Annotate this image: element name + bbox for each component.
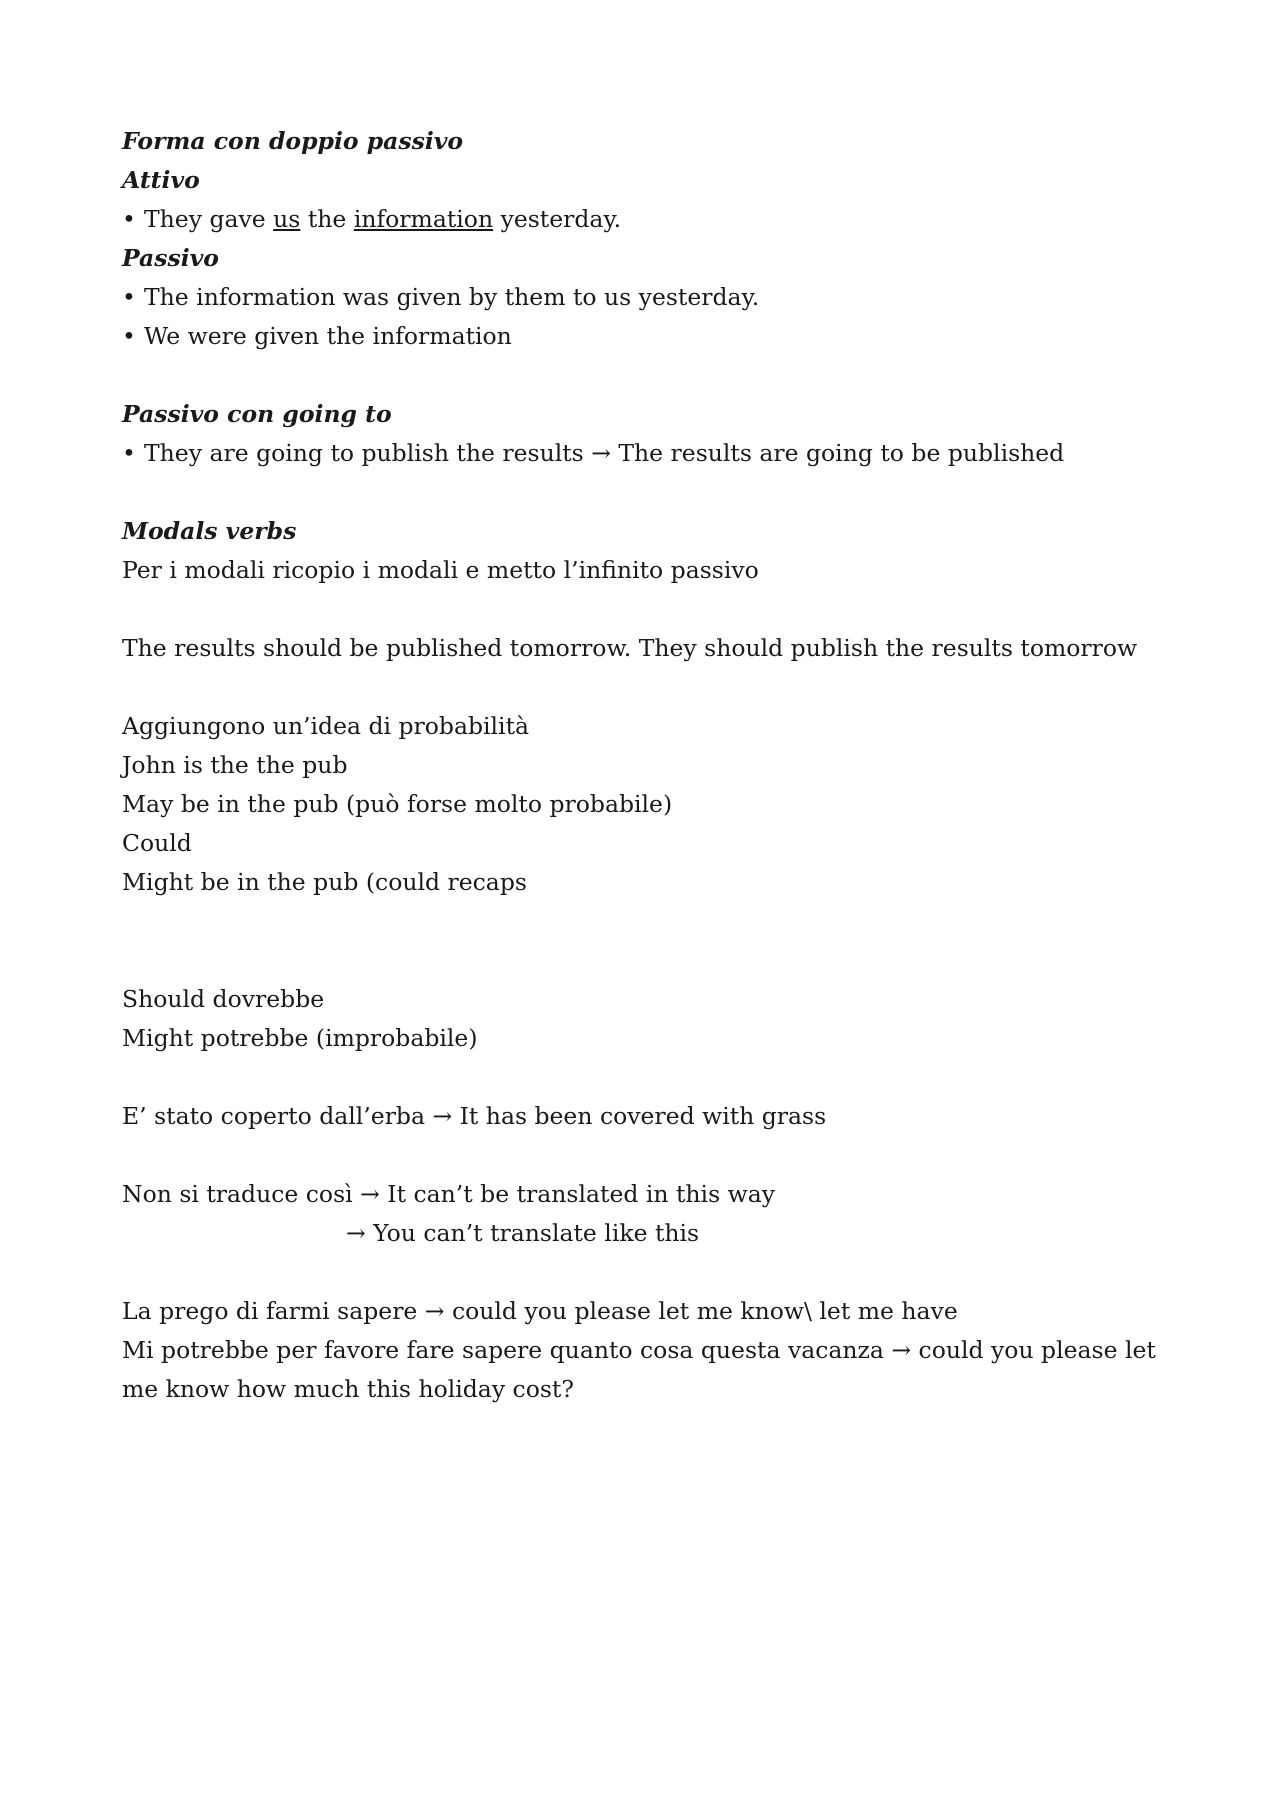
bullet: • <box>122 205 136 233</box>
should-line: Should dovrebbe <box>122 985 325 1013</box>
spacer <box>122 590 1172 629</box>
might-2-line: Might potrebbe (improbabile) <box>122 1024 478 1052</box>
passive-text-2: We were given the information <box>144 322 512 350</box>
spacer <box>122 1136 1172 1175</box>
non-si-traduce-alt-line: → You can’t translate like this <box>346 1219 700 1247</box>
underlined-information: information <box>353 205 494 233</box>
non-si-traduce-line: Non si traduce così → It can’t be translated in this way <box>122 1180 776 1208</box>
active-text-middle: the <box>300 205 354 233</box>
heading-double-passive: Forma con doppio passivo <box>122 127 464 155</box>
heading-modals: Modals verbs <box>122 517 297 545</box>
grass-translation: E’ stato coperto dall’erba → It has been covered with grass <box>122 1102 827 1130</box>
heading-passive: Passivo <box>122 244 219 272</box>
underlined-us: us <box>273 205 301 233</box>
bullet: • <box>122 322 136 350</box>
active-example <box>122 200 1172 239</box>
could-line: Could <box>122 829 192 857</box>
heading-active: Attivo <box>122 166 200 194</box>
modals-intro: Per i modali ricopio i modali e metto l’infinito passivo <box>122 556 759 584</box>
john-line: John is the the pub <box>122 751 348 779</box>
passive-text-1: The information was given by them to us yesterday. <box>144 283 760 311</box>
bullet: • <box>122 439 136 467</box>
spacer <box>122 356 1172 395</box>
might-line: Might be in the pub (could recaps <box>122 868 527 896</box>
spacer <box>122 1058 1172 1097</box>
active-text-prefix: They gave <box>144 205 274 233</box>
passive-example-1 <box>122 278 1172 317</box>
going-to-example <box>122 434 1172 473</box>
spacer <box>122 668 1172 707</box>
spacer <box>122 902 1172 980</box>
going-to-text: They are going to publish the results → The results are going to be published <box>144 439 1065 467</box>
heading-going-to: Passivo con going to <box>122 400 392 428</box>
probability-intro: Aggiungono un’idea di probabilità <box>122 712 530 740</box>
la-prego-line: La prego di farmi sapere → could you please let me know\ let me have <box>122 1297 958 1325</box>
modals-example: The results should be published tomorrow. They should publish the results tomorrow <box>122 634 1138 662</box>
mi-potrebbe-line: Mi potrebbe per favore fare sapere quanto cosa questa vacanza → could you please let me know how much this holiday cost? <box>122 1336 1156 1403</box>
bullet: • <box>122 283 136 311</box>
spacer <box>122 1253 1172 1292</box>
document-page <box>122 122 1172 1409</box>
may-line: May be in the pub (può forse molto probabile) <box>122 790 673 818</box>
spacer <box>122 473 1172 512</box>
passive-example-2 <box>122 317 1172 356</box>
active-text-suffix: yesterday. <box>493 205 622 233</box>
